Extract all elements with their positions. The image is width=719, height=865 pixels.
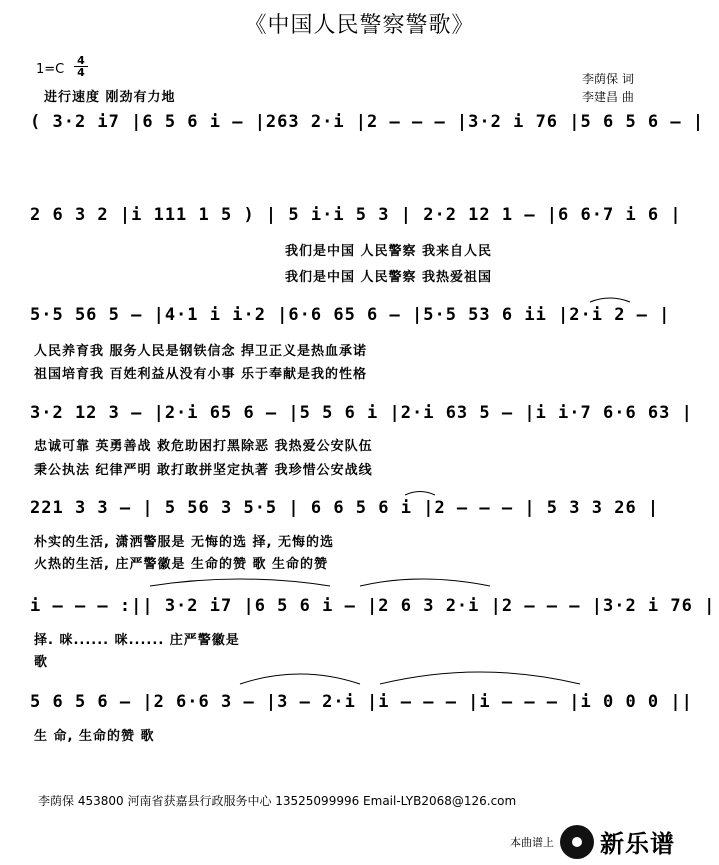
key-signature: 1=C	[36, 62, 65, 77]
notation-line: 3·2 12 3 – |2·i 65 6 – |5 5 6 i |2·i 63 5 – |i i·7 6·6 63 |	[30, 403, 693, 423]
site-logo	[510, 824, 675, 859]
song-title: 《中国人民警察警歌》	[244, 13, 475, 38]
lyric-verse-1: 朴实的生活, 潇洒警服是 无悔的选 择, 无悔的选	[34, 535, 334, 550]
lyric-verse-2: 我们是中国 人民警察 我热爱祖国	[285, 270, 493, 285]
notation-line: 5 6 5 6 – |2 6·6 3 – |3 – 2·i |i – – – |i – – – |i 0 0 0 ||	[30, 692, 693, 712]
lyric-verse-1: 生 命, 生命的赞 歌	[34, 729, 155, 744]
notation-line: 221 3 3 – | 5 56 3 5·5 | 6 6 5 6 i |2 – – – | 5 3 3 26 |	[30, 498, 660, 518]
notation-line: ( 3·2 i7 |6 5 6 i – |263 2·i |2 – – – |3·2 i 76 |5 6 5 6 – |	[30, 112, 705, 132]
lyric-verse-1: 人民养育我 服务人民是钢铁信念 捍卫正义是热血承诺	[34, 344, 368, 359]
lyric-verse-2: 秉公执法 纪律严明 敢打敢拼坚定执著 我珍惜公安战线	[34, 463, 373, 478]
time-signature: 4 4	[74, 55, 88, 78]
lyric-verse-1: 忠诚可靠 英勇善战 救危助困打黑除恶 我热爱公安队伍	[34, 439, 373, 454]
notation-line: i – – – :|| 3·2 i7 |6 5 6 i – |2 6 3 2·i |2 – – – |3·2 i 76 |	[30, 596, 716, 616]
lyric-verse-2: 祖国培育我 百姓利益从没有小事 乐于奉献是我的性格	[34, 367, 368, 382]
logo-brand: 新乐谱	[600, 830, 675, 858]
composer-credit: 李建昌 曲	[582, 90, 634, 104]
notation-line: 2 6 3 2 |i 111 1 5 ) | 5 i·i 5 3 | 2·2 12 1 – |6 6·7 i 6 |	[30, 205, 682, 225]
logo-prefix: 本曲谱上	[510, 835, 554, 849]
tempo-marking: 进行速度 刚劲有力地	[44, 90, 176, 105]
lyric-verse-1: 择. 咪...... 咪...... 庄严警徽是	[34, 633, 240, 648]
lyric-verse-2: 歌	[34, 655, 49, 670]
contact-footer: 李荫保 453800 河南省获嘉县行政服务中心 13525099996 Email-LYB2068@126.com	[38, 794, 517, 808]
lyricist-credit: 李荫保 词	[582, 72, 634, 86]
disc-icon	[560, 825, 594, 859]
lyric-verse-2: 火热的生活, 庄严警徽是 生命的赞 歌 生命的赞	[34, 557, 329, 572]
lyric-verse-1: 我们是中国 人民警察 我来自人民	[285, 244, 493, 259]
notation-line: 5·5 56 5 – |4·1 i i·2 |6·6 65 6 – |5·5 53 6 ii |2·i 2 – |	[30, 305, 671, 325]
